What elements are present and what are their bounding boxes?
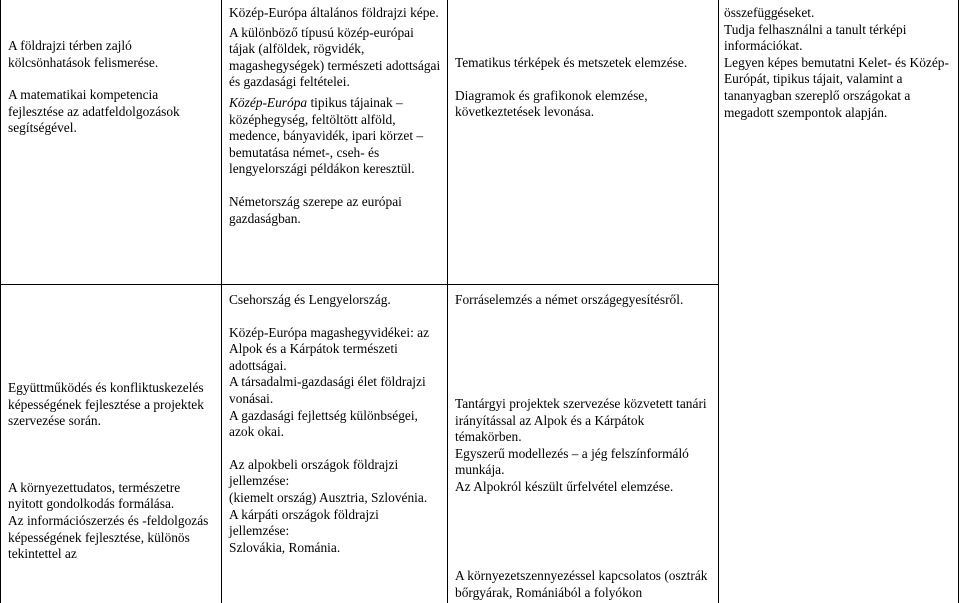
- topic-austria-slovenia: (kiemelt ország) Ausztria, Szlovénia.: [229, 489, 428, 505]
- central-europe-italic: Közép-Európa: [229, 94, 308, 110]
- col2-row2-cell: [229, 292, 441, 556]
- topic-carpathian-countries: A kárpáti országok földrajzi jellemzése:: [229, 506, 379, 539]
- col2-row1-cell: [229, 5, 441, 227]
- activity-source-analysis: Forráselemzés a német országegyesítésről.: [455, 292, 684, 307]
- topic-germany-role: Németország szerepe az európai gazdaságban.: [229, 193, 402, 226]
- activity-satellite-image: Az Alpokról készült űrfelvétel elemzése.: [455, 478, 674, 494]
- row-divider: [0, 284, 719, 285]
- topic-typical-landscapes: Közép-Európa tipikus tájainak – középhegység, feltöltött alföld, medence, bányavidék, ipari körzet – bemutatása német-, cseh- és lengyelországi példákon keresztül.: [229, 94, 424, 177]
- goal-spatial-interactions: A földrajzi térben zajló kölcsönhatások felismerése.: [8, 38, 159, 70]
- topic-landscape-types: A különböző típusú közép-európai tájak (alföldek, rögvidék, magashegységek) természeti adottságai és gazdasági feltételei.: [229, 24, 441, 90]
- topic-czech-poland: Csehország és Lengyelország.: [229, 292, 391, 307]
- topic-alpine-countries: Az alpokbeli országok földrajzi jellemzése:: [229, 456, 399, 489]
- column-divider-1: [221, 0, 222, 603]
- col3-row2-bottom: [455, 568, 713, 601]
- col3-row2-top: [455, 292, 713, 309]
- activity-diagrams: Diagramok és grafikonok elemzése, következtetések levonása.: [455, 87, 648, 120]
- column-divider-2: [447, 0, 448, 603]
- table-border-right: [958, 0, 959, 603]
- column-divider-3: [718, 0, 719, 603]
- goal-information: Az információszerzés és -feldolgozás képességének fejlesztése, különös tekintettel az: [8, 512, 209, 562]
- activity-projects: Tantárgyi projektek szervezése közvetett tanári irányítással az Alpok és a Kárpátok témakörben.: [455, 396, 707, 445]
- outcome-presentation: Legyen képes bemutatni Kelet- és Közép-Európát, tipikus tájait, valamint a tananyagban szereplő országokat a megadott szempontok alapján.: [724, 54, 949, 120]
- activity-pollution: A környezetszennyezéssel kapcsolatos (osztrák bőrgyárak, Romániából a folyókon: [455, 568, 708, 600]
- col3-row1-cell: [455, 55, 713, 121]
- outcome-relationships: összefüggéseket.: [724, 5, 815, 20]
- topic-development-differences: A gazdasági fejlettség különbségei, azok okai.: [229, 407, 418, 440]
- goal-cooperation: Együttműködés és konfliktuskezelés képességének fejlesztése a projektek szervezése során.: [8, 380, 204, 429]
- goal-environment: A környezettudatos, természetre nyitott gondolkodás formálása.: [8, 479, 181, 512]
- activity-modelling: Egyszerű modellezés – a jég felszínformáló munkája.: [455, 445, 689, 478]
- topic-slovakia-romania: Szlovákia, Románia.: [229, 539, 341, 555]
- topic-high-mountains: Közép-Európa magashegyvidékei: az Alpok és a Kárpátok természeti adottságai.: [229, 324, 430, 373]
- topic-general-geography: Közép-Európa általános földrajzi képe.: [229, 5, 439, 20]
- col4-cell: [724, 5, 954, 121]
- goal-math-competence: A matematikai kompetencia fejlesztése az adatfeldolgozások segítségével.: [8, 87, 180, 136]
- outcome-map-usage: Tudja felhasználni a tanult térképi információkat.: [724, 21, 907, 54]
- topic-socioeconomic: A társadalmi-gazdasági élet földrajzi vonásai.: [229, 374, 426, 406]
- col1-row2-cell: [8, 380, 213, 563]
- col3-row2-middle: [455, 396, 713, 496]
- col1-row1-cell: [8, 38, 213, 137]
- activity-thematic-maps: Tematikus térképek és metszetek elemzése.: [455, 55, 688, 70]
- table-border-left: [0, 0, 1, 603]
